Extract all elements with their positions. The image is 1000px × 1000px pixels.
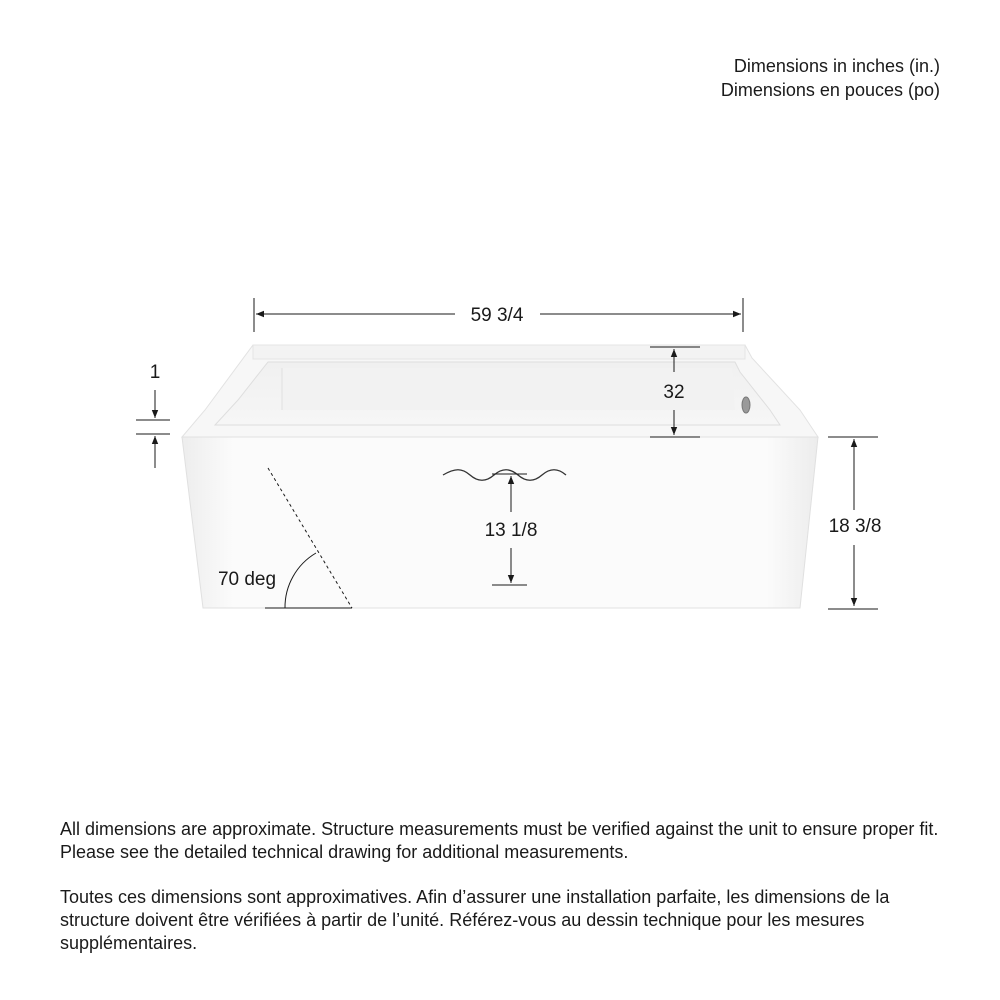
apron-label: 13 1/8 <box>484 520 538 541</box>
bathtub <box>182 345 818 608</box>
note-english: All dimensions are approximate. Structure measurements must be verified against the unit to ensure proper fit. Please see the detailed technical drawing for additional measurements. <box>60 819 939 862</box>
units-english: Dimensions in inches (in.) <box>733 56 940 76</box>
dimension-rim <box>136 362 170 468</box>
depth-label: 32 <box>663 382 685 403</box>
note-french: Toutes ces dimensions sont approximatives. Afin d’assurer une installation parfaite, les dimensions de la structure doivent être vérifiées à partir de l’unité. Référez-vous au dessin technique pour les mesures supplémentaires. <box>60 887 890 953</box>
angle-label: 70 deg <box>217 569 277 590</box>
rim-label: 1 <box>149 362 161 383</box>
height-label: 18 3/8 <box>828 516 882 537</box>
overflow-drain <box>742 397 750 413</box>
dimension-height <box>828 437 881 609</box>
dimension-length <box>254 298 743 332</box>
units-french: Dimensions en pouces (po) <box>720 80 940 100</box>
length-label: 59 3/4 <box>470 305 524 326</box>
disclaimer-notes <box>60 818 960 977</box>
